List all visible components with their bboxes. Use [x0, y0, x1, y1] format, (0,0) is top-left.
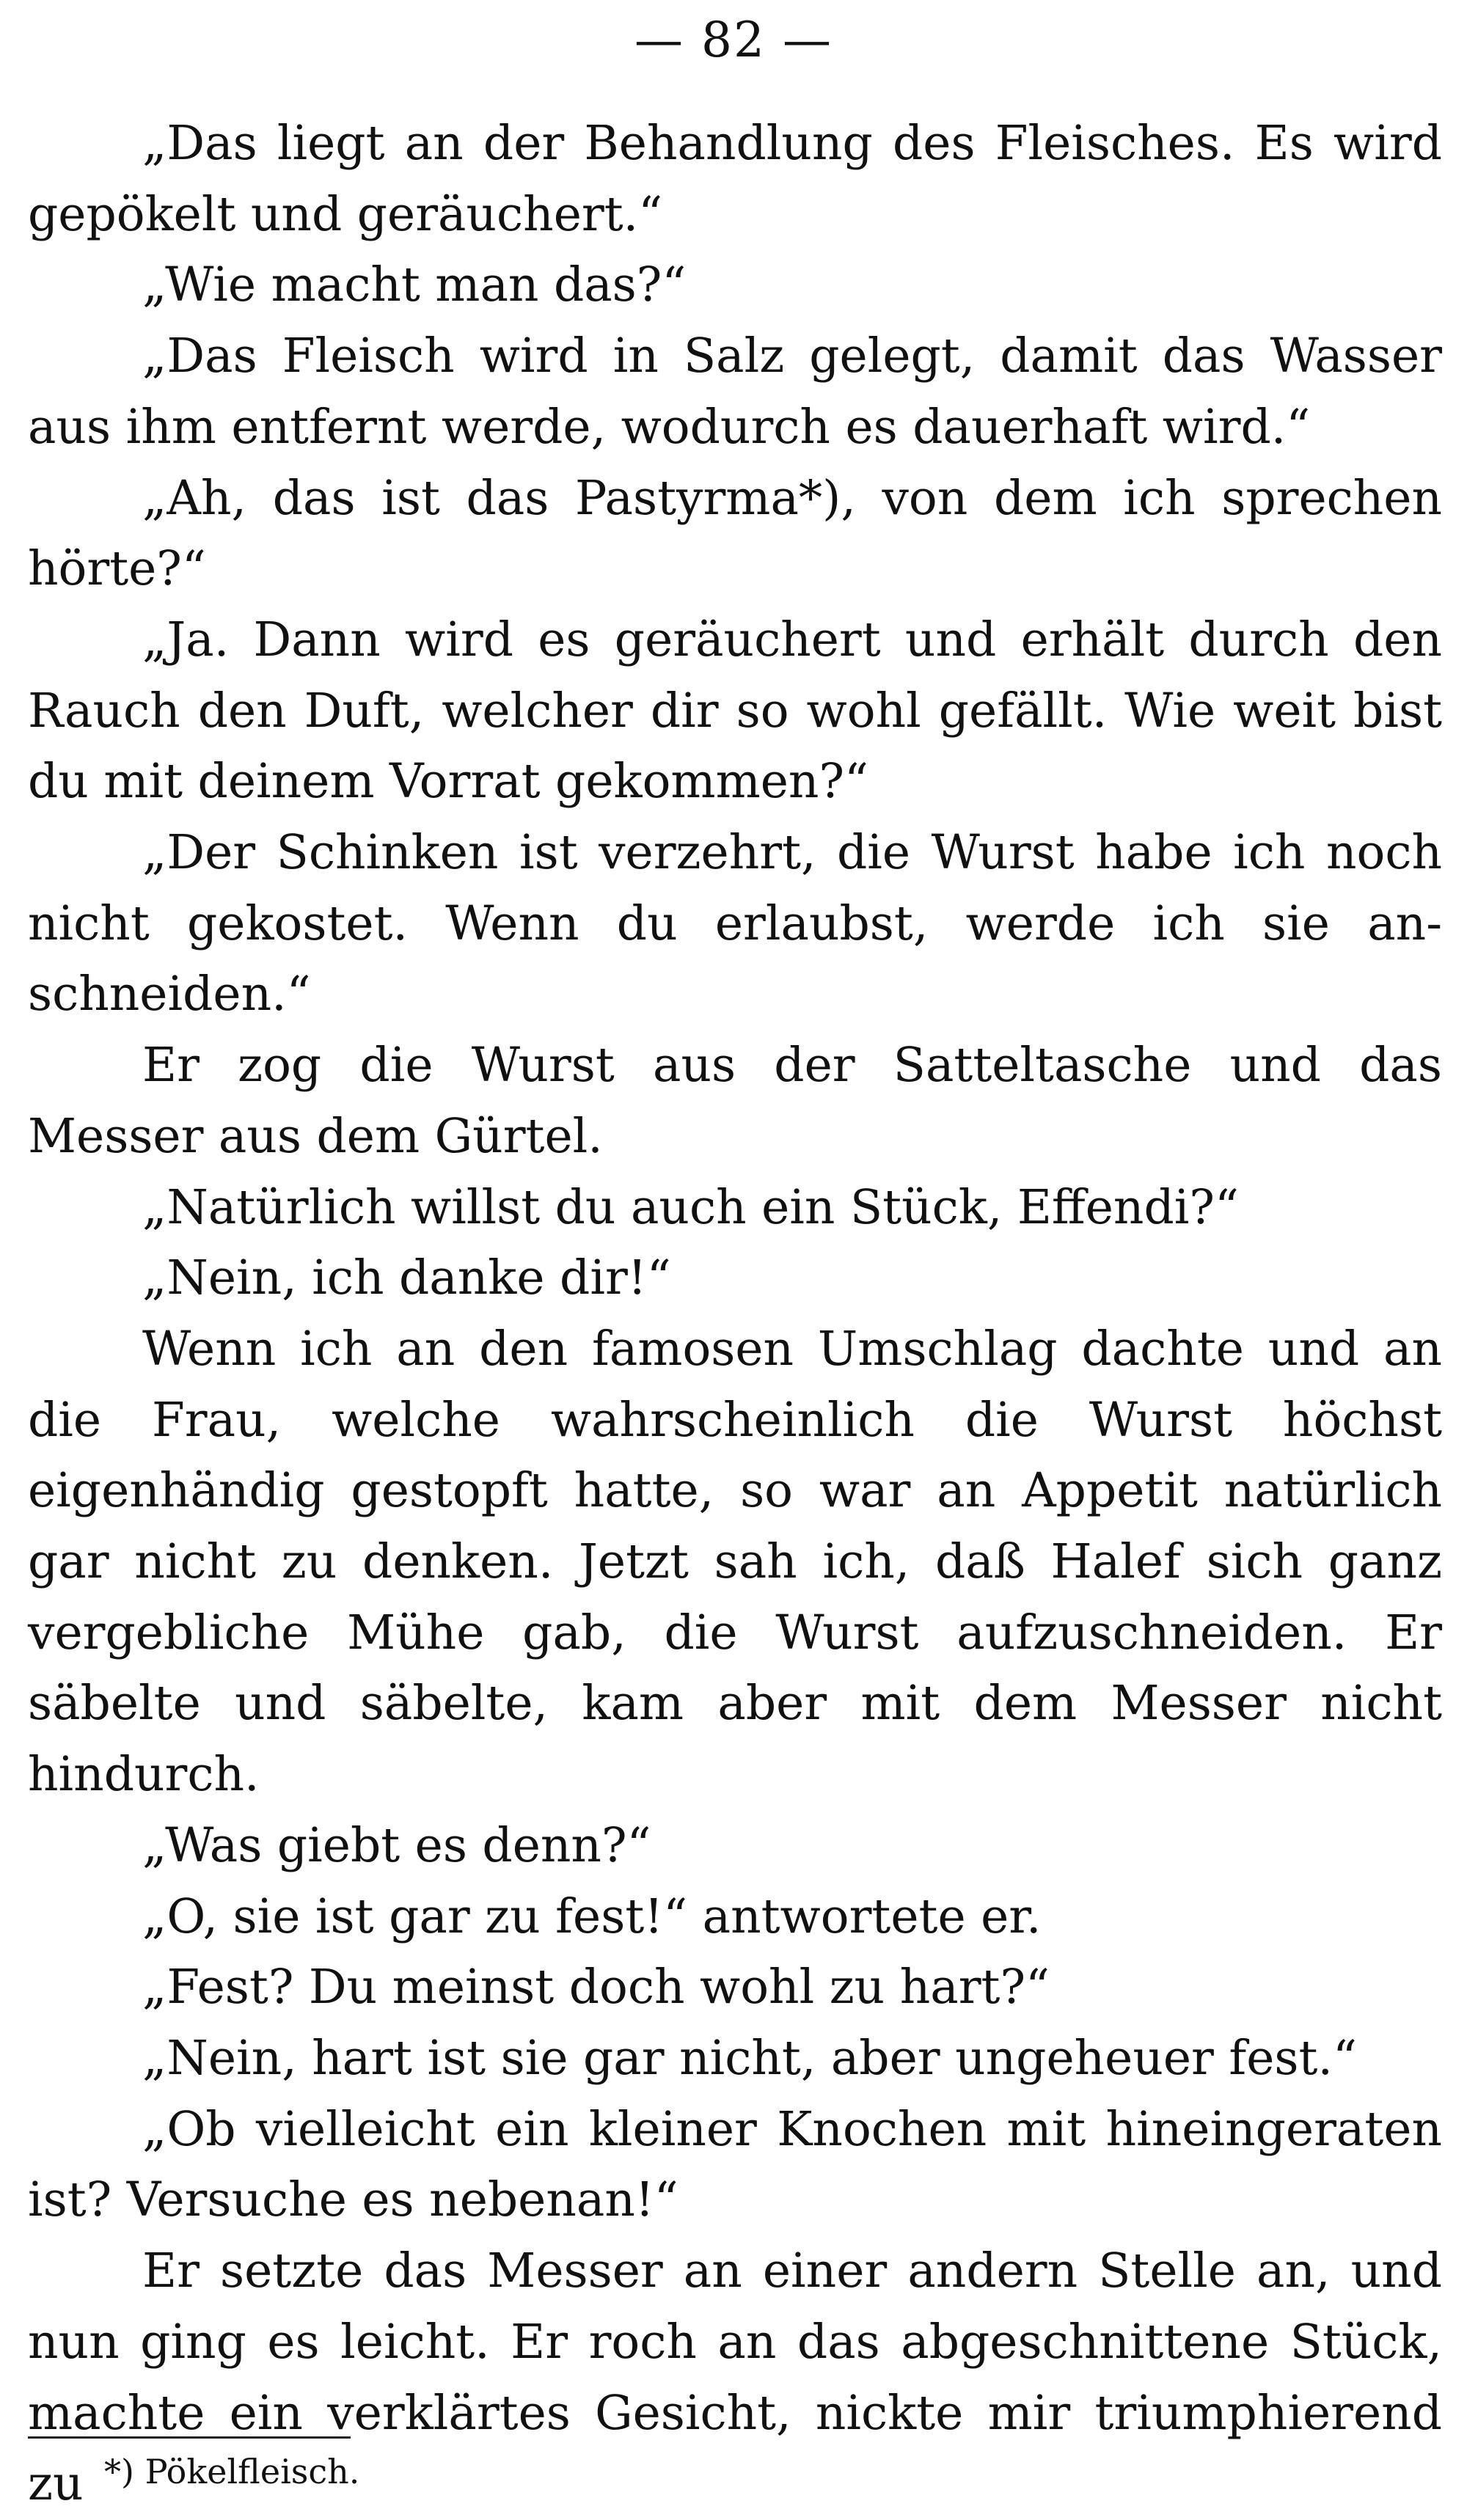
paragraph: „Fest? Du meinst doch wohl zu hart?“ [142, 1960, 1050, 2015]
paragraph: „Das Fleisch wird in Salz gelegt, damit das Wasser aus ihm entfernt werde, wodurch es dauerhaft wird.“ [28, 329, 1442, 455]
body-text [28, 109, 1442, 2520]
paragraph: „Wie macht man das?“ [142, 257, 687, 313]
paragraph: „Der Schinken ist verzehrt, die Wurst habe ich noch nicht gekostet. Wenn du erlaubst, werde ich sie anschneiden.“ [28, 825, 1442, 1022]
paragraph: „O, sie ist gar zu fest!“ antwortete er. [142, 1889, 1042, 1944]
footnote: *) Pökelfleisch. [104, 2452, 360, 2491]
footnote-rule [28, 2436, 351, 2439]
paragraph: „Ob vielleicht ein kleiner Knochen mit hineingeraten ist? Versuche es nebenan!“ [28, 2101, 1442, 2228]
paragraph: Er setzte das Messer an einer andern Stelle an, und nun ging es leicht. Er roch an das abgeschnittene Stück, machte ein verklärtes Gesicht, nickte mir triumphierend zu [28, 2244, 1442, 2512]
paragraph: „Nein, ich danke dir!“ [142, 1250, 671, 1306]
paragraph: „Was giebt es denn?“ [142, 1817, 651, 1873]
paragraph: „Natürlich willst du auch ein Stück, Effendi?“ [142, 1179, 1239, 1235]
page-number: — 82 — [634, 12, 833, 68]
paragraph: „Ja. Dann wird es geräuchert und erhält durch den Rauch den Duft, welcher dir so wohl gefällt. Wie weit bist du mit deinem Vorrat gekommen?“ [28, 612, 1442, 810]
paragraph: „Ah, das ist das Pastyrma*), von dem ich sprechen hörte?“ [28, 470, 1442, 597]
paragraph: Er zog die Wurst aus der Satteltasche und das Messer aus dem Gürtel. [28, 1038, 1442, 1164]
paragraph: Wenn ich an den famosen Umschlag dachte und an die Frau, welche wahrscheinlich die Wurst höchst eigenhändig gestopft hatte, so war an Appetit natürlich gar nicht zu denken. Jetzt sah ich, daß Halef sich ganz vergebliche Mühe gab, die Wurst aufzuschneiden. Er säbelte und säbelte, kam aber mit dem Messer nicht hindurch. [28, 1321, 1442, 1803]
paragraph: „Das liegt an der Behandlung des Fleisches. Es wird gepökelt und geräuchert.“ [28, 116, 1442, 242]
paragraph: „Nein, hart ist sie gar nicht, aber ungeheuer fest.“ [142, 2030, 1357, 2086]
